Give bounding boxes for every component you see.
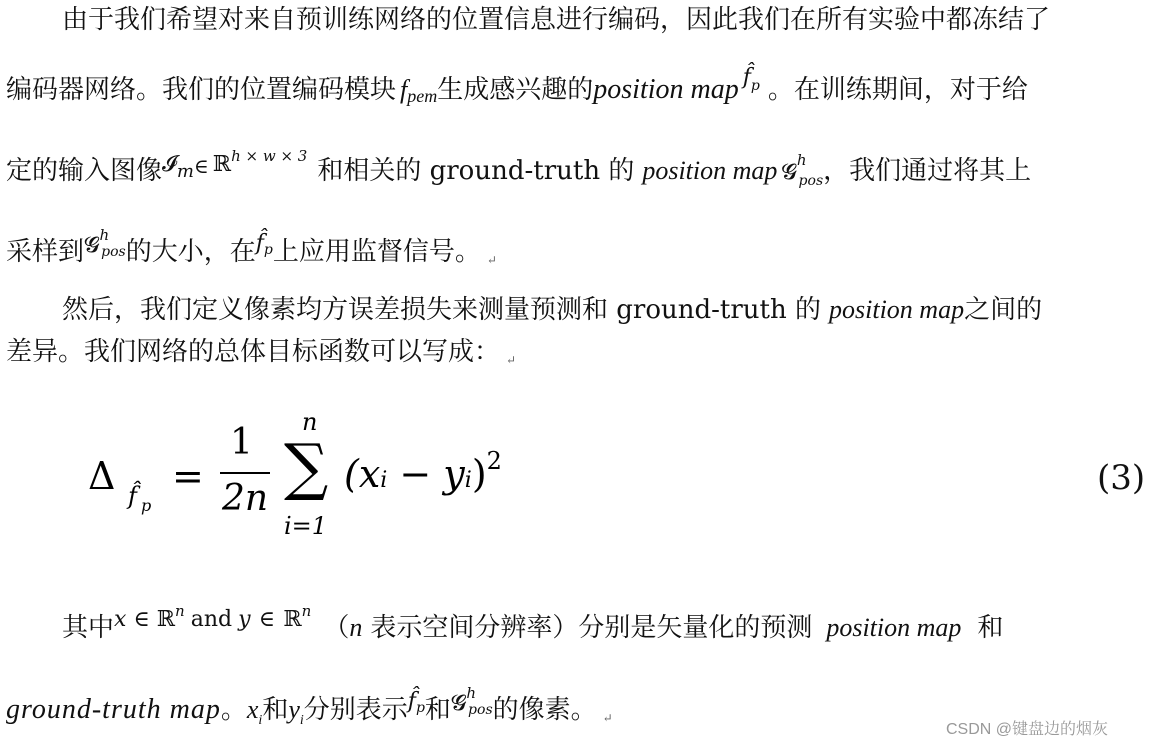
delta-subscript: f̂ [128,482,137,510]
position-map-term: position map [826,613,962,642]
y-in-Rn: $^y$ ∈ $^{ℝn}$ [238,602,312,632]
text: 。在训练期间，对于给 [767,75,1028,105]
sum-upper-limit: n [302,408,318,436]
paragraph-3-line-1 [62,602,1004,647]
xi-symbol: $x_i$ [246,695,263,728]
text: 之间的 [964,295,1043,325]
yi-symbol: $y_i$ [288,695,304,728]
text: 的大小，在 [125,237,256,267]
fhat-symbol: f̂p [407,689,425,716]
delta-symbol: Δ [88,454,116,498]
fhat-symbol: f̂p [255,231,273,258]
sum-symbol: ∑ [284,430,329,503]
text: 分别表示 [303,695,408,725]
text: 上应用监督信号。 [272,237,481,267]
text: 采样到 [6,237,85,267]
G-pos-symbol: $^{𝓖h}$pos [450,684,493,718]
return-mark: ↵ [486,253,497,267]
return-mark: ↵ [602,711,613,725]
text: 生成感兴趣的 [437,75,594,105]
return-mark: ↵ [506,353,517,367]
equation-number: (3) [1097,458,1146,498]
text: 然后，我们定义像素均方误差损失来测量预测和 ground-truth 的 [62,295,821,325]
G-pos-symbol: $^{𝓖h}$pos [84,226,126,260]
text: 和 [977,613,1004,643]
equation-3 [88,408,688,546]
paragraph-1-line-1 [62,4,1050,36]
text: 定的输入图像 [6,156,163,186]
equals-sign: = [172,454,204,498]
text: 表示空间分辨率）分别是矢量化的预测 [370,613,813,643]
fhat-symbol: f̂p [742,65,760,94]
x-in-Rn: x ∈ ℝ$^n$ [114,602,185,632]
text: （ [323,613,350,643]
fraction-numerator: 1 [230,422,253,463]
n-symbol: n [349,613,363,642]
paragraph-1-line-4 [6,226,497,272]
text: 由于我们希望对来自预训练网络的位置信息进行编码，因此我们在所有实验中都冻结了 [62,5,1051,35]
text: 和相关的 ground-truth 的 [317,156,635,186]
text: 和 [262,695,289,725]
csdn-watermark: CSDN @键盘边的烟灰 [946,721,1109,738]
paragraph-1-line-2 [6,65,1028,110]
sum-lower-limit: i=1 [284,512,328,540]
G-pos-symbol: 𝓖$^h_{pos}$ [781,151,824,189]
text: 和 [424,695,451,725]
paragraph-1-line-3 [6,147,1032,191]
position-map-term: position map [829,295,965,324]
text: 。 [220,695,247,725]
position-map-term: position map [642,156,778,185]
paragraph-2-line-1 [62,294,1042,326]
fraction-denominator: 2n [222,478,269,519]
input-image-symbol: $^𝓘$m∈ $^{ℝh \times w \times 3}$ [162,147,308,182]
paragraph-3-line-2 [6,684,613,731]
and-word: and [190,607,233,632]
position-map-term: position map [593,74,739,105]
fraction-bar [220,472,270,474]
text: 的像素。 [492,695,597,725]
text: 其中 [62,613,115,643]
delta-subscript-p: p [141,496,152,515]
fpem-symbol: fpem [400,75,438,106]
text: 差异。我们网络的总体目标函数可以写成： [6,337,501,367]
text: 编码器网络。我们的位置编码模块 [6,75,397,105]
sum-body: (xi − yi)$^2$ [344,447,502,496]
text: ，我们通过将其上 [823,156,1032,186]
ground-truth-map-term: ground-truth map [6,694,221,725]
paragraph-2-line-2 [6,336,516,372]
